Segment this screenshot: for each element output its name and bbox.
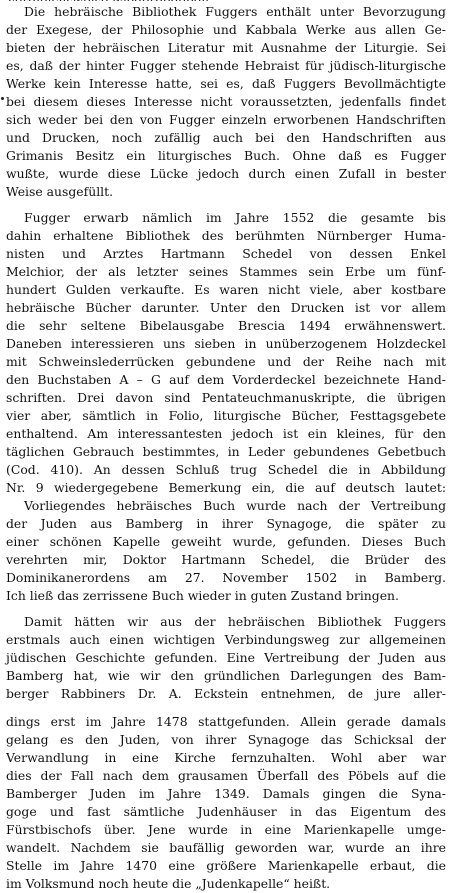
text-line: goge und fast sämtliche Judenhäuser in das Eigentum des [6,804,446,819]
text-line: es, daß der hinter Fugger stehende Hebraist für jüdisch-liturgische [6,58,446,73]
text-line: täglichen Gebrauch bestimmtes, in Leder gebundenes Gebetbuch [6,444,446,459]
text-line: mit Schweinslederrücken gebundene und der Reihe nach mit [6,354,446,369]
text-line: jüdischen Geschichte gefunden. Eine Vertreibung der Juden aus [6,650,446,665]
text-line: der Juden aus Bamberg in ihrer Synagoge, die später zu [6,516,446,531]
text-line: der Exegese, der Philosophie und Kabbala Werke aus allen Ge- [6,22,446,37]
text-line: dings erst im Jahre 1478 stattgefunden. Allein gerade damals [6,714,446,729]
text-line: den Buchstaben A – G auf dem Vorderdeckel bezeichnete Hand- [6,372,446,387]
text-line: enthaltend. Am interessantesten jedoch ist ein kleines, für den [6,426,446,441]
text-line: vier aber, sämtlich in Folio, liturgische Bücher, Festtagsgebete [6,408,446,423]
text-line: sich weder bei den von Fugger einzeln erworbenen Handschriften [6,112,446,127]
text-line: dies der Fall nach dem grausamen Überfall des Pöbels auf die [6,768,446,783]
text-line: Werke kein Interesse hatte, sei es, daß Fuggers Bevollmächtigte [6,76,446,91]
text-line: Verwandlung in eine Kirche fernzuhalten. Wohl aber war [6,750,446,765]
text-line: Melchior, der als letzter seines Stammes sein Erbe um fünf- [6,264,446,279]
cut-off-top-line [8,0,448,1]
text-line: Bamberger Juden im Jahre 1349. Damals gingen die Syna- [6,786,446,801]
text-line: verehrten mir, Doktor Hartmann Schedel, die Brüder des [6,552,446,567]
text-line: hebräische Bücher darunter. Unter den Drucken ist vor allem [6,300,446,315]
text-line: berger Rabbiners Dr. A. Eckstein entnehmen, de jure aller- [6,686,446,701]
text-line: wußte, wurde diese Lücke jedoch durch einen Zufall in bester [6,166,446,181]
margin-dot [1,97,4,100]
text-line: Daneben interessieren uns sieben in unüberzogenem Holzdeckel [6,336,446,351]
text-line: Weise ausgefüllt. [6,184,114,199]
text-line: Nr. 9 wiedergegebene Bemerkung ein, die auf deutsch lautet: [6,480,446,495]
text-line: hundert Gulden verkaufte. Es waren nicht viele, aber kostbare [6,282,446,297]
text-line: einer schönen Kapelle geweiht wurde, gefunden. Dieses Buch [6,534,446,549]
text-line: Grimanis Besitz ein liturgisches Buch. Ohne daß es Fugger [6,148,446,163]
text-line: bieten der hebräischen Literatur mit Ausnahme der Liturgie. Sei [6,40,446,55]
text-line: Ich ließ das zerrissene Buch wieder in guten Zustand bringen. [6,588,399,603]
text-line: dahin erhaltene Bibliothek des berühmten Nürnberger Huma- [6,228,446,243]
text-line: Fugger erwarb nämlich im Jahre 1552 die gesamte bis [24,210,446,225]
text-line: (Cod. 410). An dessen Schluß trug Schedel die in Abbildung [6,462,446,477]
text-line: Fürstbischofs über. Jene wurde in eine Marienkapelle umge- [6,822,446,837]
text-line: und Drucken, noch zufällig auch bei den Handschriften aus [6,130,446,145]
text-line: bei diesem dieses Interesse nicht voraussetzten, jedenfalls findet [6,94,446,109]
text-line: im Volksmund noch heute die „Judenkapelle“ heißt. [6,876,331,891]
text-line: gelang es den Juden, von ihrer Synagoge das Schicksal der [6,732,446,747]
text-line: nisten und Arztes Hartmann Schedel von dessen Enkel [6,246,446,261]
text-line: Dominikanerordens am 27. November 1502 in Bamberg. [6,570,446,585]
text-line: Die hebräische Bibliothek Fuggers enthält unter Bevorzugung [24,4,446,19]
text-line: wandelt. Nachdem sie baufällig geworden war, wurde an ihre [6,840,446,855]
text-line: Stelle im Jahre 1470 eine größere Marienkapelle erbaut, die [6,858,446,873]
text-line: Bamberg hat, wie wir den gründlichen Darlegungen des Bam- [6,668,446,683]
text-line: schriften. Drei davon sind Pentateuchmanuskripte, die übrigen [6,390,446,405]
text-line: erstmals auch einen wichtigen Verbindungsweg zur allgemeinen [6,632,446,647]
text-line: die sehr seltene Bibelausgabe Brescia 1494 erwähnenswert. [6,318,446,333]
text-line: Vorliegendes hebräisches Buch wurde nach der Vertreibung [24,498,446,513]
text-line: Damit hätten wir aus der hebräischen Bibliothek Fuggers [24,614,446,629]
